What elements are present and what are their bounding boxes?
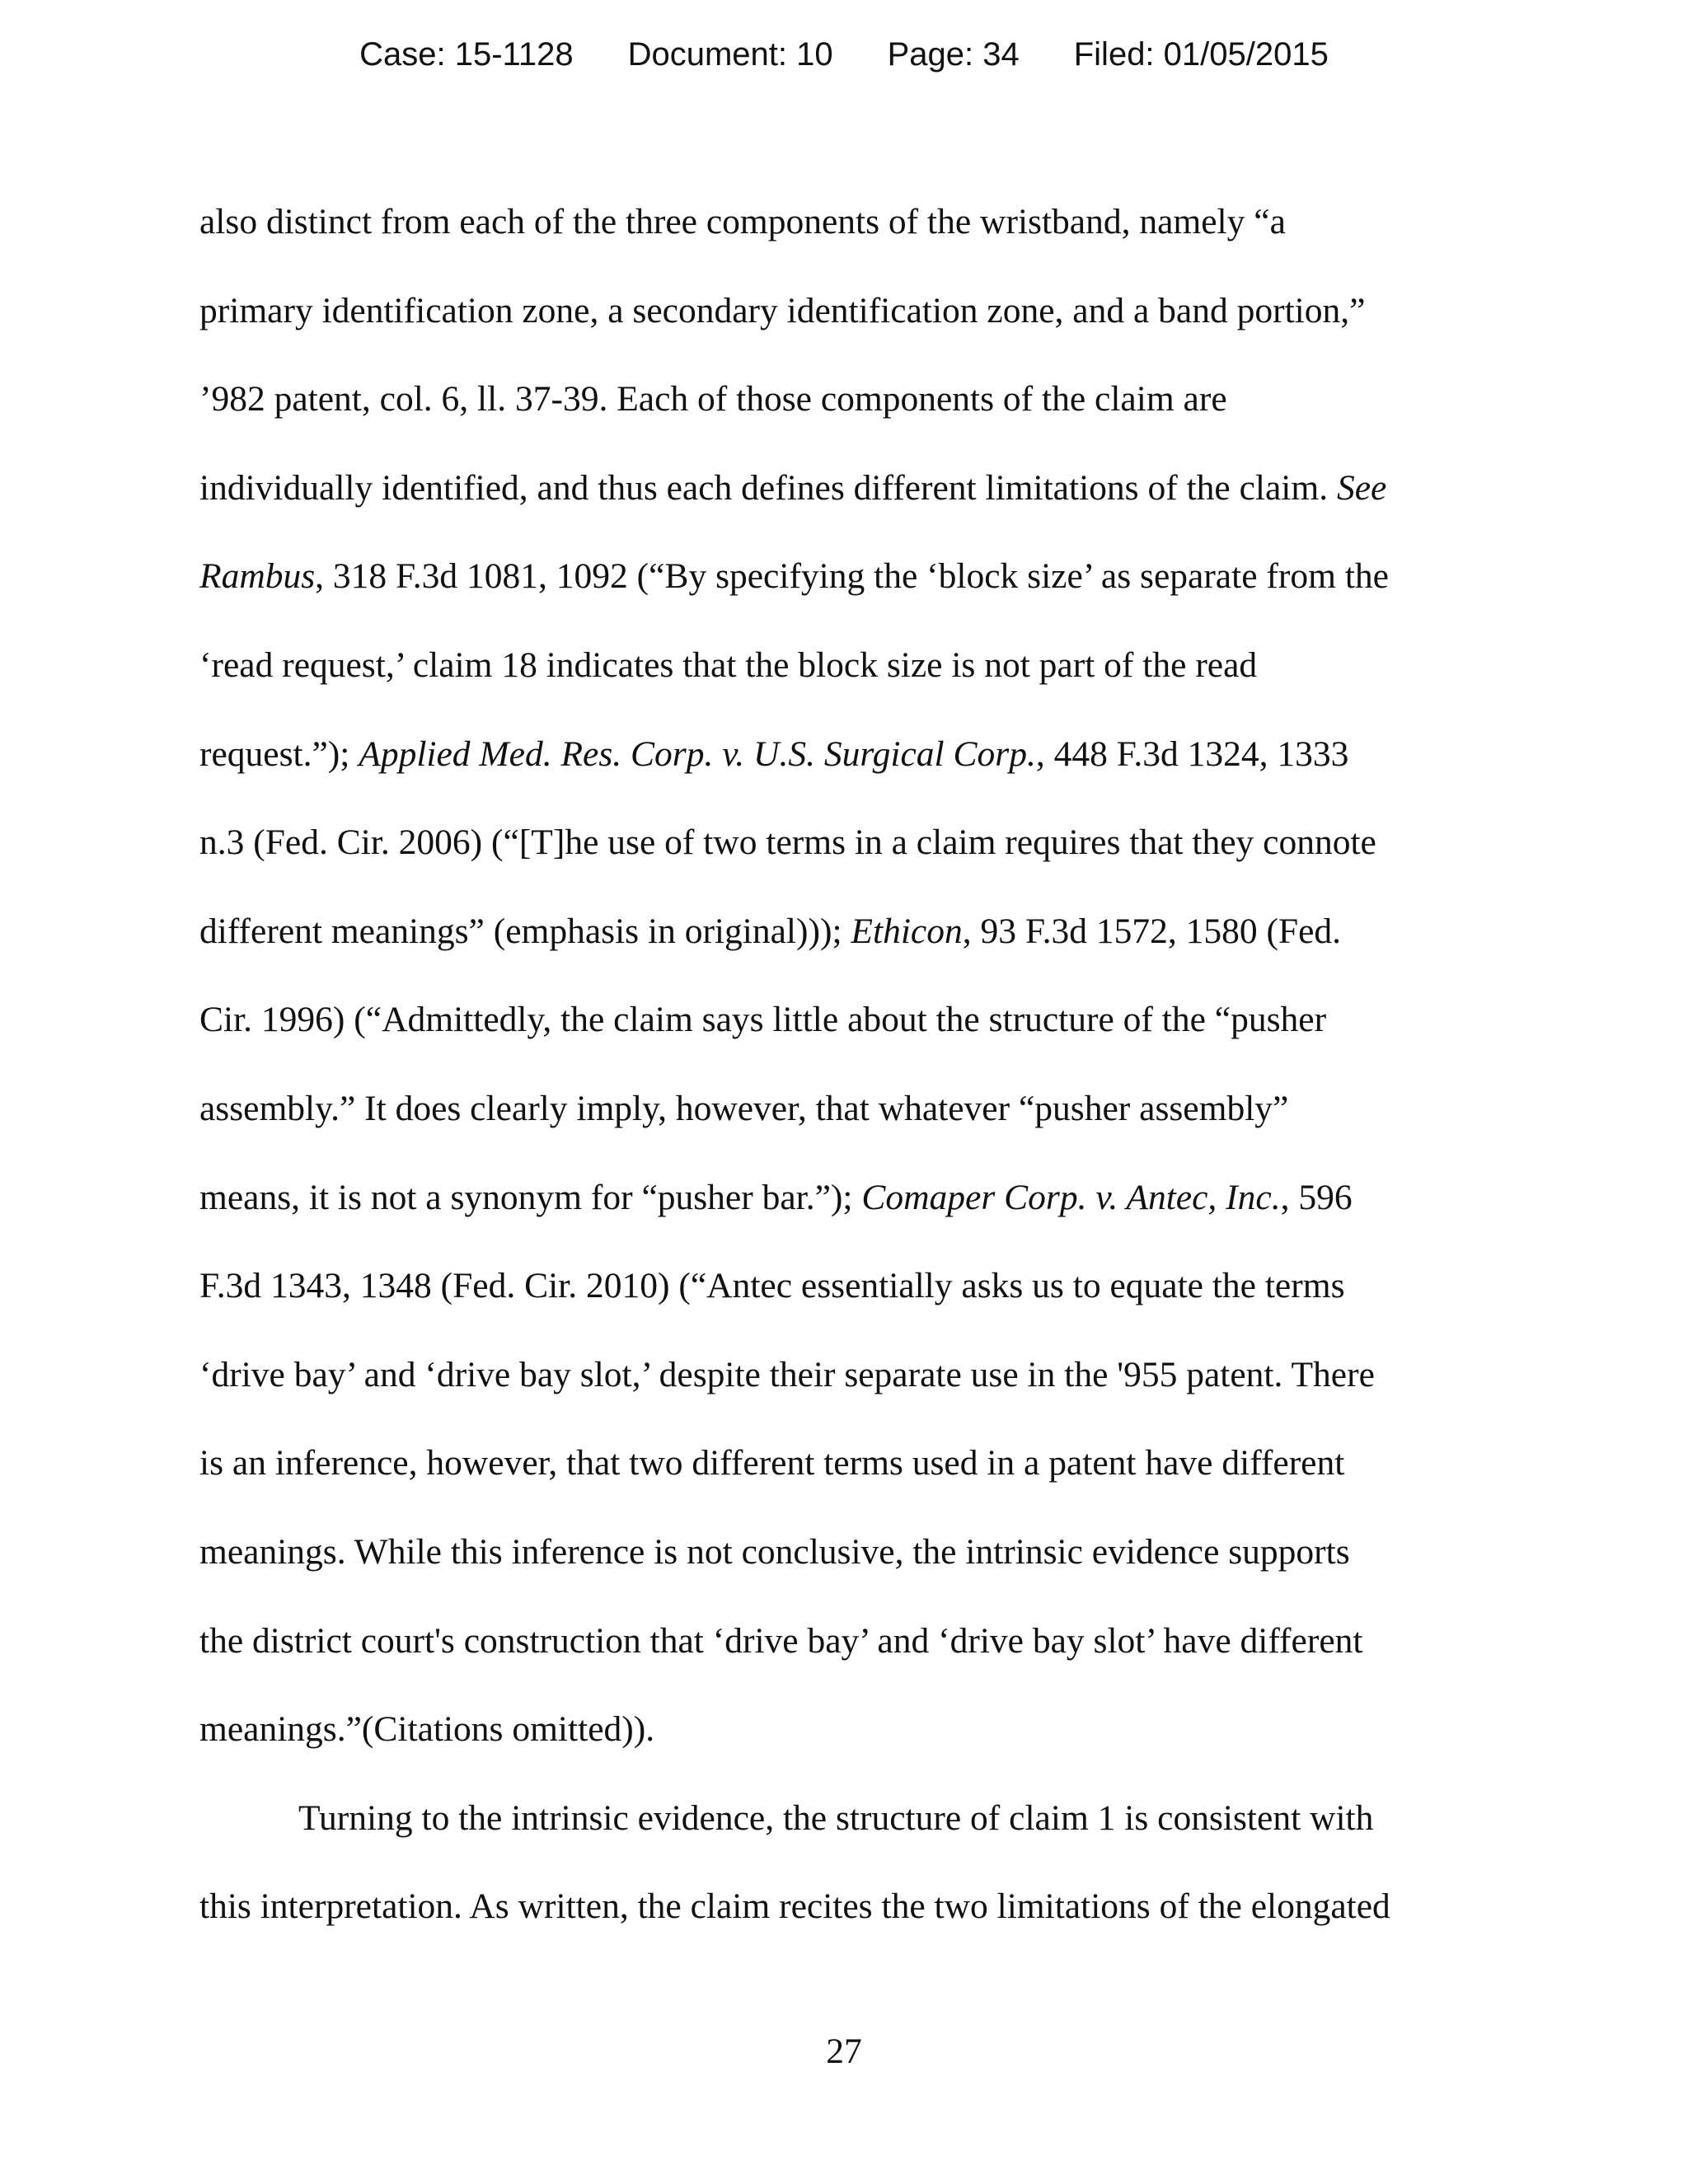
text-line: this interpretation. As written, the claim recites the two limitations of the elongated	[199, 1886, 1390, 1927]
paragraph-start-line: Turning to the intrinsic evidence, the structure of claim 1 is consistent with	[298, 1797, 1374, 1838]
text-line: ‘drive bay’ and ‘drive bay slot,’ despite their separate use in the '955 patent. There	[199, 1354, 1375, 1394]
text-line: the district court's construction that ‘drive bay’ and ‘drive bay slot’ have different	[199, 1620, 1363, 1661]
text-line: request.”); Applied Med. Res. Corp. v. U.S. Surgical Corp., 448 F.3d 1324, 1333	[199, 733, 1349, 774]
text-line: meanings. While this inference is not conclusive, the intrinsic evidence supports	[199, 1531, 1350, 1572]
text-line: ’982 patent, col. 6, ll. 37-39. Each of those components of the claim are	[199, 379, 1227, 419]
text-line: meanings.”(Citations omitted)).	[199, 1709, 655, 1750]
page-number: 27	[826, 2032, 862, 2071]
text-line: is an inference, however, that two different terms used in a patent have different	[199, 1443, 1345, 1483]
citation-signal: See	[1336, 467, 1387, 508]
case-name: Ethicon	[851, 911, 963, 951]
text-line: F.3d 1343, 1348 (Fed. Cir. 2010) (“Antec essentially asks us to equate the terms	[199, 1266, 1345, 1306]
text-line: different meanings” (emphasis in original))); Ethicon, 93 F.3d 1572, 1580 (Fed.	[199, 911, 1342, 951]
document-number: Document: 10	[627, 36, 833, 73]
filed-date: Filed: 01/05/2015	[1073, 36, 1329, 73]
text-line: ‘read request,’ claim 18 indicates that the block size is not part of the read	[199, 644, 1258, 685]
document-body	[199, 194, 1502, 1968]
text-line: also distinct from each of the three components of the wristband, namely “a	[199, 202, 1286, 241]
text-line: assembly.” It does clearly imply, however, that whatever “pusher assembly”	[199, 1088, 1289, 1128]
document-header	[0, 36, 1688, 73]
text-line: individually identified, and thus each defines different limitations of the claim. See	[199, 467, 1387, 508]
case-name: Comaper Corp. v. Antec, Inc.	[861, 1177, 1281, 1217]
text-line: n.3 (Fed. Cir. 2006) (“[T]he use of two terms in a claim requires that they connote	[199, 823, 1376, 863]
text-line: primary identification zone, a secondary identification zone, and a band portion,”	[199, 290, 1366, 330]
text-line: Rambus, 318 F.3d 1081, 1092 (“By specifying the ‘block size’ as separate from the	[199, 556, 1389, 597]
case-name: Applied Med. Res. Corp. v. U.S. Surgical Corp.	[359, 733, 1036, 774]
text-line: Cir. 1996) (“Admittedly, the claim says little about the structure of the “pusher	[199, 1000, 1327, 1040]
header-page: Page: 34	[887, 36, 1020, 73]
case-number: Case: 15-1128	[359, 36, 574, 73]
text-line: means, it is not a synonym for “pusher bar.”); Comaper Corp. v. Antec, Inc., 596	[199, 1177, 1353, 1217]
case-name: Rambus	[199, 556, 316, 597]
